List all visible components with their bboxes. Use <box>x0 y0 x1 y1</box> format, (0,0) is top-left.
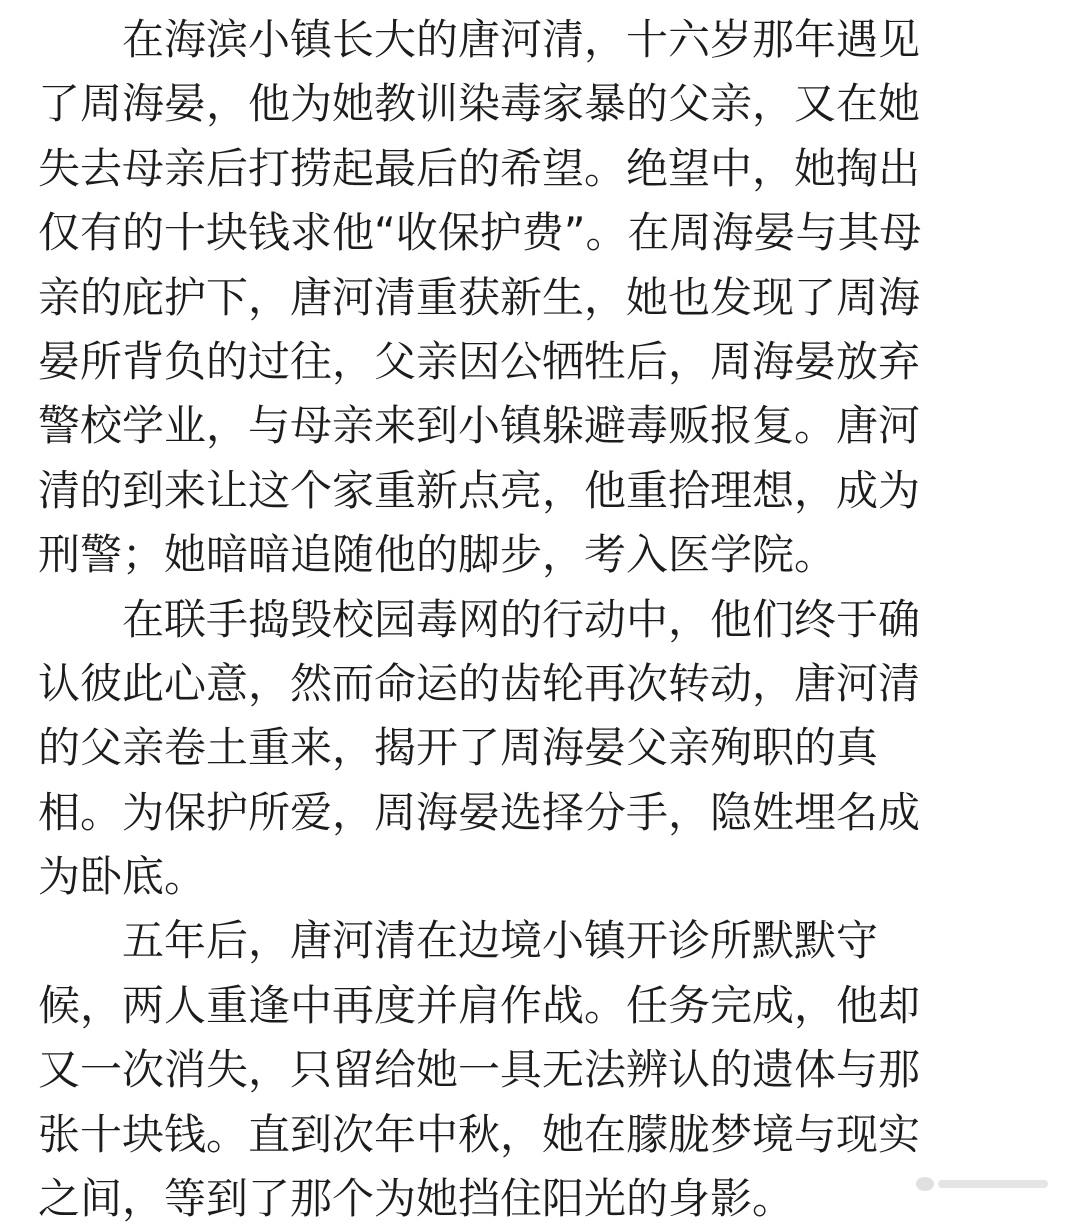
text-line: 五年后，唐河清在边境小镇开诊所默默守 <box>122 916 879 966</box>
text-line: 的父亲卷土重来，揭开了周海晏父亲殉职的真 <box>38 723 879 773</box>
text-line: 晏所背负的过往，父亲因公牺牲后，周海晏放弃 <box>38 336 921 386</box>
text-line: 失去母亲后打捞起最后的希望。绝望中，她掏出 <box>38 143 921 193</box>
text-line: 在联手捣毁校园毒网的行动中，他们终于确 <box>122 594 921 644</box>
text-line-partial: 之间，等到了那个为她挡住阳光的身影。 <box>38 1174 795 1224</box>
text-line: 了周海晏，他为她教训染毒家暴的父亲，又在她 <box>38 79 921 129</box>
text-line: 又一次消失，只留给她一具无法辨认的遗体与那 <box>38 1045 921 1095</box>
text-line: 张十块钱。直到次年中秋，她在朦胧梦境与现实 <box>38 1109 921 1159</box>
text-line: 刑警；她暗暗追随他的脚步，考入医学院。 <box>38 530 837 580</box>
text-line: 认彼此心意，然而命运的齿轮再次转动，唐河清 <box>38 658 921 708</box>
paragraph-1 <box>38 8 1054 588</box>
weibo-watermark-icon <box>916 1175 1066 1195</box>
text-line: 仅有的十块钱求他“收保护费”。在周海晏与其母 <box>38 208 922 258</box>
text-line: 清的到来让这个家重新点亮，他重拾理想，成为 <box>38 465 921 515</box>
document-body <box>38 8 1054 1224</box>
text-line: 在海滨小镇长大的唐河清，十六岁那年遇见 <box>122 15 921 64</box>
text-line: 相。为保护所爱，周海晏选择分手，隐姓埋名成 <box>38 787 921 837</box>
weibo-logo-icon <box>916 1177 934 1191</box>
watermark-text-placeholder <box>938 1180 1048 1188</box>
paragraph-2 <box>38 588 1054 910</box>
text-line: 候，两人重逢中再度并肩作战。任务完成，他却 <box>38 980 921 1030</box>
text-line: 亲的庇护下，唐河清重获新生，她也发现了周海 <box>38 272 921 322</box>
text-line: 为卧底。 <box>38 852 207 902</box>
paragraph-3 <box>38 909 1054 1224</box>
text-line: 警校学业，与母亲来到小镇躲避毒贩报复。唐河 <box>38 401 921 451</box>
